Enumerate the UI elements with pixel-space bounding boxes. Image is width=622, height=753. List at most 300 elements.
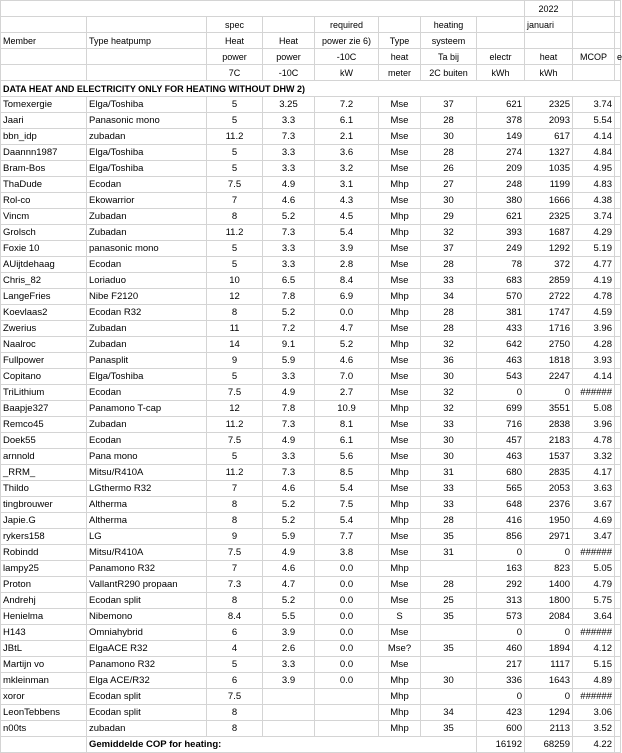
mcop-cell: 4.69 [573,513,615,529]
heat-kwh-cell: 1687 [525,225,573,241]
member-cell: Remco45 [1,417,87,433]
heating-temp-cell: 29 [421,209,477,225]
header-cell: kW [315,65,379,81]
member-cell: H143 [1,625,87,641]
total-heat: 68259 [525,737,573,753]
header-row [1,33,621,49]
required-power-cell [315,689,379,705]
heating-temp-cell: 34 [421,289,477,305]
heat-kwh-cell: 2722 [525,289,573,305]
member-cell: Martijn vo [1,657,87,673]
header-cell [1,49,87,65]
required-power-cell: 2.7 [315,385,379,401]
heat-kwh-cell: 372 [525,257,573,273]
header-cell: e [615,49,621,65]
heat-power-7c-cell: 5 [207,449,263,465]
mcop-cell: 4.89 [573,673,615,689]
table-row [1,417,621,433]
heatpump-type-cell: Mitsu/R410A [87,465,207,481]
heating-temp-cell: 27 [421,177,477,193]
mcop-cell: 3.96 [573,417,615,433]
header-cell: 7C [207,65,263,81]
header-cell: heat [525,49,573,65]
heat-power-min10c-cell [263,721,315,737]
mcop-cell: 4.38 [573,193,615,209]
heat-power-min10c-cell: 4.7 [263,577,315,593]
table-row [1,513,621,529]
table-row [1,113,621,129]
table-row [1,609,621,625]
heat-power-7c-cell: 5 [207,657,263,673]
table-row [1,593,621,609]
member-cell: Bram-Bos [1,161,87,177]
table-row [1,625,621,641]
heat-kwh-cell: 2113 [525,721,573,737]
heat-kwh-cell: 2325 [525,97,573,113]
header-cell: -10C [315,49,379,65]
header-cell [87,65,207,81]
heat-power-min10c-cell: 7.8 [263,289,315,305]
heat-kwh-cell: 1199 [525,177,573,193]
mcop-cell: 3.74 [573,209,615,225]
electr-kwh-cell: 378 [477,113,525,129]
heat-kwh-cell: 1327 [525,145,573,161]
required-power-cell: 7.5 [315,497,379,513]
heatpump-type-cell: Elga/Toshiba [87,145,207,161]
heat-power-min10c-cell: 3.9 [263,673,315,689]
table-row [1,657,621,673]
heat-kwh-cell: 1400 [525,577,573,593]
table-row [1,305,621,321]
year-cell: 2022 [525,1,573,17]
heat-power-7c-cell: 5 [207,241,263,257]
table-row [1,481,621,497]
heat-kwh-cell: 1818 [525,353,573,369]
member-cell: lampy25 [1,561,87,577]
table-row [1,689,621,705]
heat-power-min10c-cell: 7.3 [263,129,315,145]
member-cell: _RRM_ [1,465,87,481]
heatpump-type-cell: Elga/Toshiba [87,369,207,385]
heat-kwh-cell: 2247 [525,369,573,385]
heat-power-7c-cell: 7.5 [207,177,263,193]
electr-kwh-cell: 0 [477,689,525,705]
required-power-cell: 5.4 [315,481,379,497]
heatpump-type-cell: Zubadan [87,321,207,337]
meter-type-cell: Mse [379,577,421,593]
required-power-cell: 6.1 [315,113,379,129]
heat-power-min10c-cell: 3.3 [263,113,315,129]
meter-type-cell: Mse [379,113,421,129]
heat-power-min10c-cell: 3.3 [263,161,315,177]
electr-kwh-cell: 423 [477,705,525,721]
required-power-cell: 8.5 [315,465,379,481]
heat-power-min10c-cell: 3.3 [263,241,315,257]
heat-power-min10c-cell: 5.9 [263,529,315,545]
table-row [1,225,621,241]
required-power-cell: 4.5 [315,209,379,225]
mcop-cell: 4.14 [573,129,615,145]
electr-kwh-cell: 217 [477,657,525,673]
heat-power-7c-cell: 9 [207,529,263,545]
table-row [1,193,621,209]
member-cell: Thildo [1,481,87,497]
electr-kwh-cell: 565 [477,481,525,497]
required-power-cell: 4.6 [315,353,379,369]
table-row [1,177,621,193]
table-row [1,641,621,657]
header-cell: kWh [525,65,573,81]
heating-temp-cell: 33 [421,481,477,497]
heat-power-min10c-cell: 2.6 [263,641,315,657]
heating-temp-cell [421,689,477,705]
required-power-cell [315,721,379,737]
mcop-cell: 5.75 [573,593,615,609]
electr-kwh-cell: 621 [477,209,525,225]
heat-power-7c-cell: 11.2 [207,225,263,241]
heat-kwh-cell: 1537 [525,449,573,465]
heat-kwh-cell: 2750 [525,337,573,353]
heating-temp-cell: 30 [421,193,477,209]
required-power-cell: 5.4 [315,225,379,241]
heatpump-type-cell: Omniahybrid [87,625,207,641]
table-row [1,401,621,417]
electr-kwh-cell: 463 [477,449,525,465]
meter-type-cell: Mse [379,161,421,177]
table-row [1,353,621,369]
heat-kwh-cell: 1950 [525,513,573,529]
heatpump-type-cell: Ecodan R32 [87,305,207,321]
member-cell: TriLithium [1,385,87,401]
meter-type-cell: Mhp [379,705,421,721]
heat-power-7c-cell: 7.5 [207,689,263,705]
heatpump-type-cell: Mitsu/R410A [87,545,207,561]
heatpump-type-cell: zubadan [87,721,207,737]
electr-kwh-cell: 463 [477,353,525,369]
meter-type-cell: Mhp [379,209,421,225]
member-cell: arnnold [1,449,87,465]
heat-kwh-cell: 1292 [525,241,573,257]
heating-temp-cell: 31 [421,545,477,561]
heat-kwh-cell: 2183 [525,433,573,449]
heat-power-min10c-cell: 4.6 [263,481,315,497]
heat-power-7c-cell: 10 [207,273,263,289]
header-cell: required [315,17,379,33]
meter-type-cell: Mhp [379,513,421,529]
mcop-cell: 4.12 [573,641,615,657]
table-row [1,561,621,577]
heatpump-type-cell: Panamono T-cap [87,401,207,417]
electr-kwh-cell: 78 [477,257,525,273]
heating-temp-cell: 30 [421,433,477,449]
header-row [1,49,621,65]
table-row [1,161,621,177]
required-power-cell: 0.0 [315,625,379,641]
required-power-cell: 0.0 [315,673,379,689]
heat-kwh-cell: 823 [525,561,573,577]
table-row [1,289,621,305]
heat-power-min10c-cell: 7.3 [263,225,315,241]
required-power-cell: 0.0 [315,641,379,657]
heatpump-type-cell: Panasplit [87,353,207,369]
heat-power-min10c-cell: 5.2 [263,513,315,529]
meter-type-cell: Mse [379,193,421,209]
table-row [1,449,621,465]
heat-kwh-cell: 1294 [525,705,573,721]
heating-temp-cell: 32 [421,337,477,353]
required-power-cell: 2.1 [315,129,379,145]
meter-type-cell: S [379,609,421,625]
heat-power-min10c-cell: 5.2 [263,497,315,513]
meter-type-cell: Mhp [379,561,421,577]
mcop-cell: 4.78 [573,433,615,449]
header-cell [87,49,207,65]
heating-temp-cell: 33 [421,273,477,289]
heat-power-7c-cell: 5 [207,97,263,113]
heat-kwh-cell: 2053 [525,481,573,497]
heat-power-7c-cell: 5 [207,113,263,129]
heat-power-7c-cell: 8 [207,513,263,529]
mcop-cell: 3.74 [573,97,615,113]
required-power-cell: 0.0 [315,305,379,321]
header-cell [477,17,525,33]
heat-power-min10c-cell: 4.6 [263,193,315,209]
heat-kwh-cell: 3551 [525,401,573,417]
heatpump-type-cell: Zubadan [87,417,207,433]
heat-power-7c-cell: 6 [207,673,263,689]
mcop-cell: 4.29 [573,225,615,241]
meter-type-cell: Mse [379,385,421,401]
meter-type-cell: Mse [379,625,421,641]
mcop-cell: 4.79 [573,577,615,593]
mcop-cell: 4.14 [573,369,615,385]
heating-temp-cell: 31 [421,465,477,481]
required-power-cell: 3.2 [315,161,379,177]
heat-power-7c-cell: 11.2 [207,129,263,145]
heat-power-7c-cell: 5 [207,145,263,161]
heatpump-type-cell: Ecodan split [87,705,207,721]
section-title: DATA HEAT AND ELECTRICITY ONLY FOR HEATING WITHOUT DHW 2) [1,81,621,97]
heatpump-type-cell: zubadan [87,129,207,145]
heating-temp-cell: 28 [421,305,477,321]
heatpump-type-cell: Pana mono [87,449,207,465]
meter-type-cell: Mse [379,241,421,257]
header-cell: systeem [421,33,477,49]
required-power-cell: 0.0 [315,593,379,609]
heat-kwh-cell: 0 [525,625,573,641]
electr-kwh-cell: 209 [477,161,525,177]
header-cell: Type [379,33,421,49]
heat-power-min10c-cell: 4.9 [263,385,315,401]
heatpump-type-cell: Zubadan [87,225,207,241]
meter-type-cell: Mse [379,369,421,385]
member-cell: Proton [1,577,87,593]
meter-type-cell: Mse [379,449,421,465]
mcop-cell: 4.17 [573,465,615,481]
electr-kwh-cell: 573 [477,609,525,625]
heat-kwh-cell: 2838 [525,417,573,433]
heat-power-7c-cell: 14 [207,337,263,353]
heat-power-7c-cell: 12 [207,401,263,417]
member-cell: Fullpower [1,353,87,369]
meter-type-cell: Mhp [379,673,421,689]
member-cell: Chris_82 [1,273,87,289]
electr-kwh-cell: 460 [477,641,525,657]
mcop-cell: 4.84 [573,145,615,161]
meter-type-cell: Mse [379,593,421,609]
electr-kwh-cell: 393 [477,225,525,241]
required-power-cell: 0.0 [315,609,379,625]
mcop-cell: 5.15 [573,657,615,673]
heatpump-type-cell: LG [87,529,207,545]
electr-kwh-cell: 600 [477,721,525,737]
heatpump-type-cell: Elga/Toshiba [87,161,207,177]
electr-kwh-cell: 680 [477,465,525,481]
member-cell: Daannn1987 [1,145,87,161]
heatpump-type-cell: Ecodan [87,385,207,401]
table-row [1,209,621,225]
heat-power-min10c-cell: 9.1 [263,337,315,353]
member-cell: n00ts [1,721,87,737]
electr-kwh-cell: 380 [477,193,525,209]
heat-kwh-cell: 2084 [525,609,573,625]
meter-type-cell: Mse [379,545,421,561]
header-cell [573,33,615,49]
heatpump-type-cell: Ekowarrior [87,193,207,209]
heatpump-type-cell: Ecodan split [87,689,207,705]
member-cell: Doek55 [1,433,87,449]
electr-kwh-cell: 416 [477,513,525,529]
electr-kwh-cell: 433 [477,321,525,337]
required-power-cell: 2.8 [315,257,379,273]
meter-type-cell: Mse [379,257,421,273]
heat-power-7c-cell: 5 [207,161,263,177]
table-row [1,241,621,257]
meter-type-cell: Mse [379,529,421,545]
heat-power-min10c-cell: 4.9 [263,177,315,193]
heat-power-7c-cell: 8 [207,305,263,321]
member-cell: Henielma [1,609,87,625]
header-row [1,65,621,81]
member-cell: Robindd [1,545,87,561]
required-power-cell: 3.1 [315,177,379,193]
table-footer [1,737,621,753]
member-cell: ThaDude [1,177,87,193]
heating-temp-cell: 30 [421,673,477,689]
mcop-cell: 5.08 [573,401,615,417]
electr-kwh-cell: 381 [477,305,525,321]
electr-kwh-cell: 249 [477,241,525,257]
heat-power-min10c-cell: 4.6 [263,561,315,577]
heatpump-type-cell: Nibe F2120 [87,289,207,305]
member-cell: Jaari [1,113,87,129]
header-cell: heat [379,49,421,65]
electr-kwh-cell: 0 [477,545,525,561]
member-cell: xoror [1,689,87,705]
heating-temp-cell: 37 [421,241,477,257]
mcop-cell: ###### [573,385,615,401]
heat-power-min10c-cell: 5.2 [263,305,315,321]
heat-power-7c-cell: 8 [207,593,263,609]
heat-kwh-cell: 0 [525,689,573,705]
meter-type-cell: Mhp [379,177,421,193]
mcop-cell: 4.59 [573,305,615,321]
mcop-cell: 3.63 [573,481,615,497]
heat-power-min10c-cell: 3.9 [263,625,315,641]
heatpump-type-cell: Elga ACE/R32 [87,673,207,689]
heat-kwh-cell: 1747 [525,305,573,321]
required-power-cell: 5.2 [315,337,379,353]
header-cell: Type heatpump [87,33,207,49]
required-power-cell: 3.6 [315,145,379,161]
electr-kwh-cell: 292 [477,577,525,593]
heating-temp-cell: 28 [421,577,477,593]
heat-power-min10c-cell: 3.3 [263,257,315,273]
heat-power-7c-cell: 5 [207,257,263,273]
heat-power-min10c-cell: 3.3 [263,145,315,161]
heating-temp-cell: 32 [421,401,477,417]
heat-power-min10c-cell [263,705,315,721]
heating-temp-cell: 30 [421,369,477,385]
header-cell: Ta bij [421,49,477,65]
header-cell: Heat [207,33,263,49]
table-row [1,97,621,113]
electr-kwh-cell: 683 [477,273,525,289]
heat-power-min10c-cell: 7.3 [263,465,315,481]
header-cell: januari [525,17,573,33]
mcop-cell: 3.96 [573,321,615,337]
heatpump-type-cell: Altherma [87,513,207,529]
heatpump-type-cell: Panamono R32 [87,561,207,577]
header-cell [573,65,615,81]
table-row [1,721,621,737]
header-cell [1,65,87,81]
heating-temp-cell: 35 [421,721,477,737]
mcop-cell: 5.19 [573,241,615,257]
table-row [1,385,621,401]
header-cell [615,17,621,33]
required-power-cell: 6.9 [315,289,379,305]
mcop-cell: 3.93 [573,353,615,369]
heat-kwh-cell: 2325 [525,209,573,225]
member-cell: Zwerius [1,321,87,337]
electr-kwh-cell: 642 [477,337,525,353]
heat-power-min10c-cell: 5.2 [263,593,315,609]
required-power-cell: 3.9 [315,241,379,257]
heating-temp-cell: 28 [421,113,477,129]
heat-power-7c-cell: 5 [207,369,263,385]
heating-temp-cell: 37 [421,97,477,113]
heat-power-7c-cell: 7 [207,193,263,209]
mcop-cell: 3.06 [573,705,615,721]
mcop-cell: 4.78 [573,289,615,305]
heat-kwh-cell: 1643 [525,673,573,689]
heat-kwh-cell: 1035 [525,161,573,177]
header-cell: spec [207,17,263,33]
header-cell [87,17,207,33]
average-cop-label: Gemiddelde COP for heating: [87,737,477,753]
heat-kwh-cell: 1117 [525,657,573,673]
heatpump-type-cell: Zubadan [87,337,207,353]
heat-power-min10c-cell: 3.3 [263,369,315,385]
heat-power-7c-cell: 7.5 [207,545,263,561]
table-row [1,673,621,689]
meter-type-cell: Mse [379,145,421,161]
member-cell: Naalroc [1,337,87,353]
table-row [1,529,621,545]
meter-type-cell: Mhp [379,225,421,241]
heatpump-type-cell: panasonic mono [87,241,207,257]
